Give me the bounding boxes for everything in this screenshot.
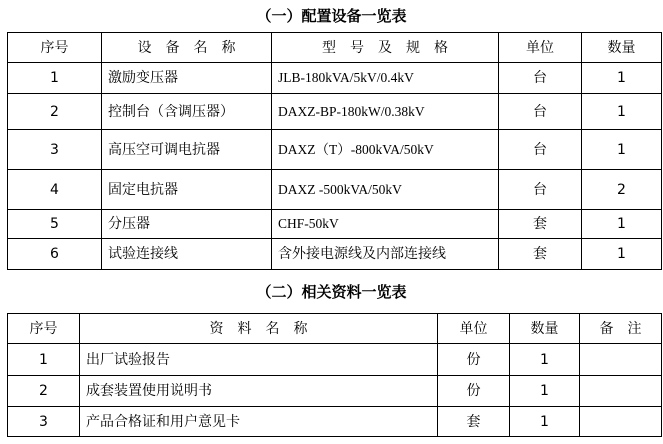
- row-spec: 含外接电源线及内部连接线: [272, 239, 499, 270]
- row-index: 4: [8, 170, 102, 210]
- row-index: 2: [8, 94, 102, 130]
- row-remarks: [580, 376, 662, 407]
- table-header-row: [8, 33, 662, 63]
- row-unit: 台: [499, 170, 582, 210]
- equipment-table: [7, 32, 662, 270]
- row-index: 3: [8, 407, 80, 437]
- row-name: 成套装置使用说明书: [80, 376, 438, 407]
- row-name: 分压器: [102, 210, 272, 239]
- row-unit: 台: [499, 63, 582, 94]
- row-index: 1: [8, 344, 80, 376]
- row-qty: 1: [510, 376, 580, 407]
- row-index: 2: [8, 376, 80, 407]
- table-row: [8, 407, 662, 437]
- row-index: 1: [8, 63, 102, 94]
- col-header-name: 资 料 名 称: [80, 314, 438, 344]
- row-qty: 1: [582, 210, 662, 239]
- documents-table-title: （二）相关资料一览表: [256, 283, 407, 301]
- col-header-qty: 数量: [582, 33, 662, 63]
- row-qty: 1: [510, 407, 580, 437]
- equipment-table-title: （一）配置设备一览表: [256, 7, 407, 25]
- table-row: [8, 239, 662, 270]
- table-row: [8, 344, 662, 376]
- table-row: [8, 210, 662, 239]
- row-qty: 1: [582, 63, 662, 94]
- col-header-spec: 型 号 及 规 格: [272, 33, 499, 63]
- row-qty: 1: [582, 94, 662, 130]
- documents-table: [7, 313, 662, 437]
- row-unit: 套: [499, 210, 582, 239]
- row-qty: 2: [582, 170, 662, 210]
- row-spec: DAXZ（T）-800kVA/50kV: [272, 130, 499, 170]
- row-name: 控制台（含调压器）: [102, 94, 272, 130]
- col-header-index: 序号: [8, 33, 102, 63]
- col-header-unit: 单位: [499, 33, 582, 63]
- row-unit: 台: [499, 130, 582, 170]
- col-header-remarks: 备 注: [580, 314, 662, 344]
- row-unit: 台: [499, 94, 582, 130]
- col-header-unit: 单位: [438, 314, 510, 344]
- row-remarks: [580, 407, 662, 437]
- col-header-name: 设 备 名 称: [102, 33, 272, 63]
- row-index: 6: [8, 239, 102, 270]
- row-name: 激励变压器: [102, 63, 272, 94]
- col-header-qty: 数量: [510, 314, 580, 344]
- row-index: 3: [8, 130, 102, 170]
- table-row: [8, 63, 662, 94]
- row-index: 5: [8, 210, 102, 239]
- row-unit: 套: [499, 239, 582, 270]
- row-qty: 1: [582, 239, 662, 270]
- table-row: [8, 130, 662, 170]
- row-qty: 1: [510, 344, 580, 376]
- row-name: 固定电抗器: [102, 170, 272, 210]
- table-row: [8, 94, 662, 130]
- row-name: 出厂试验报告: [80, 344, 438, 376]
- row-unit: 份: [438, 344, 510, 376]
- row-remarks: [580, 344, 662, 376]
- table-header-row: [8, 314, 662, 344]
- row-name: 高压空可调电抗器: [102, 130, 272, 170]
- row-spec: JLB-180kVA/5kV/0.4kV: [272, 63, 499, 94]
- row-qty: 1: [582, 130, 662, 170]
- row-spec: DAXZ-BP-180kW/0.38kV: [272, 94, 499, 130]
- table-row: [8, 376, 662, 407]
- row-unit: 份: [438, 376, 510, 407]
- col-header-index: 序号: [8, 314, 80, 344]
- row-name: 试验连接线: [102, 239, 272, 270]
- row-name: 产品合格证和用户意见卡: [80, 407, 438, 437]
- row-spec: CHF-50kV: [272, 210, 499, 239]
- table-row: [8, 170, 662, 210]
- row-spec: DAXZ -500kVA/50kV: [272, 170, 499, 210]
- row-unit: 套: [438, 407, 510, 437]
